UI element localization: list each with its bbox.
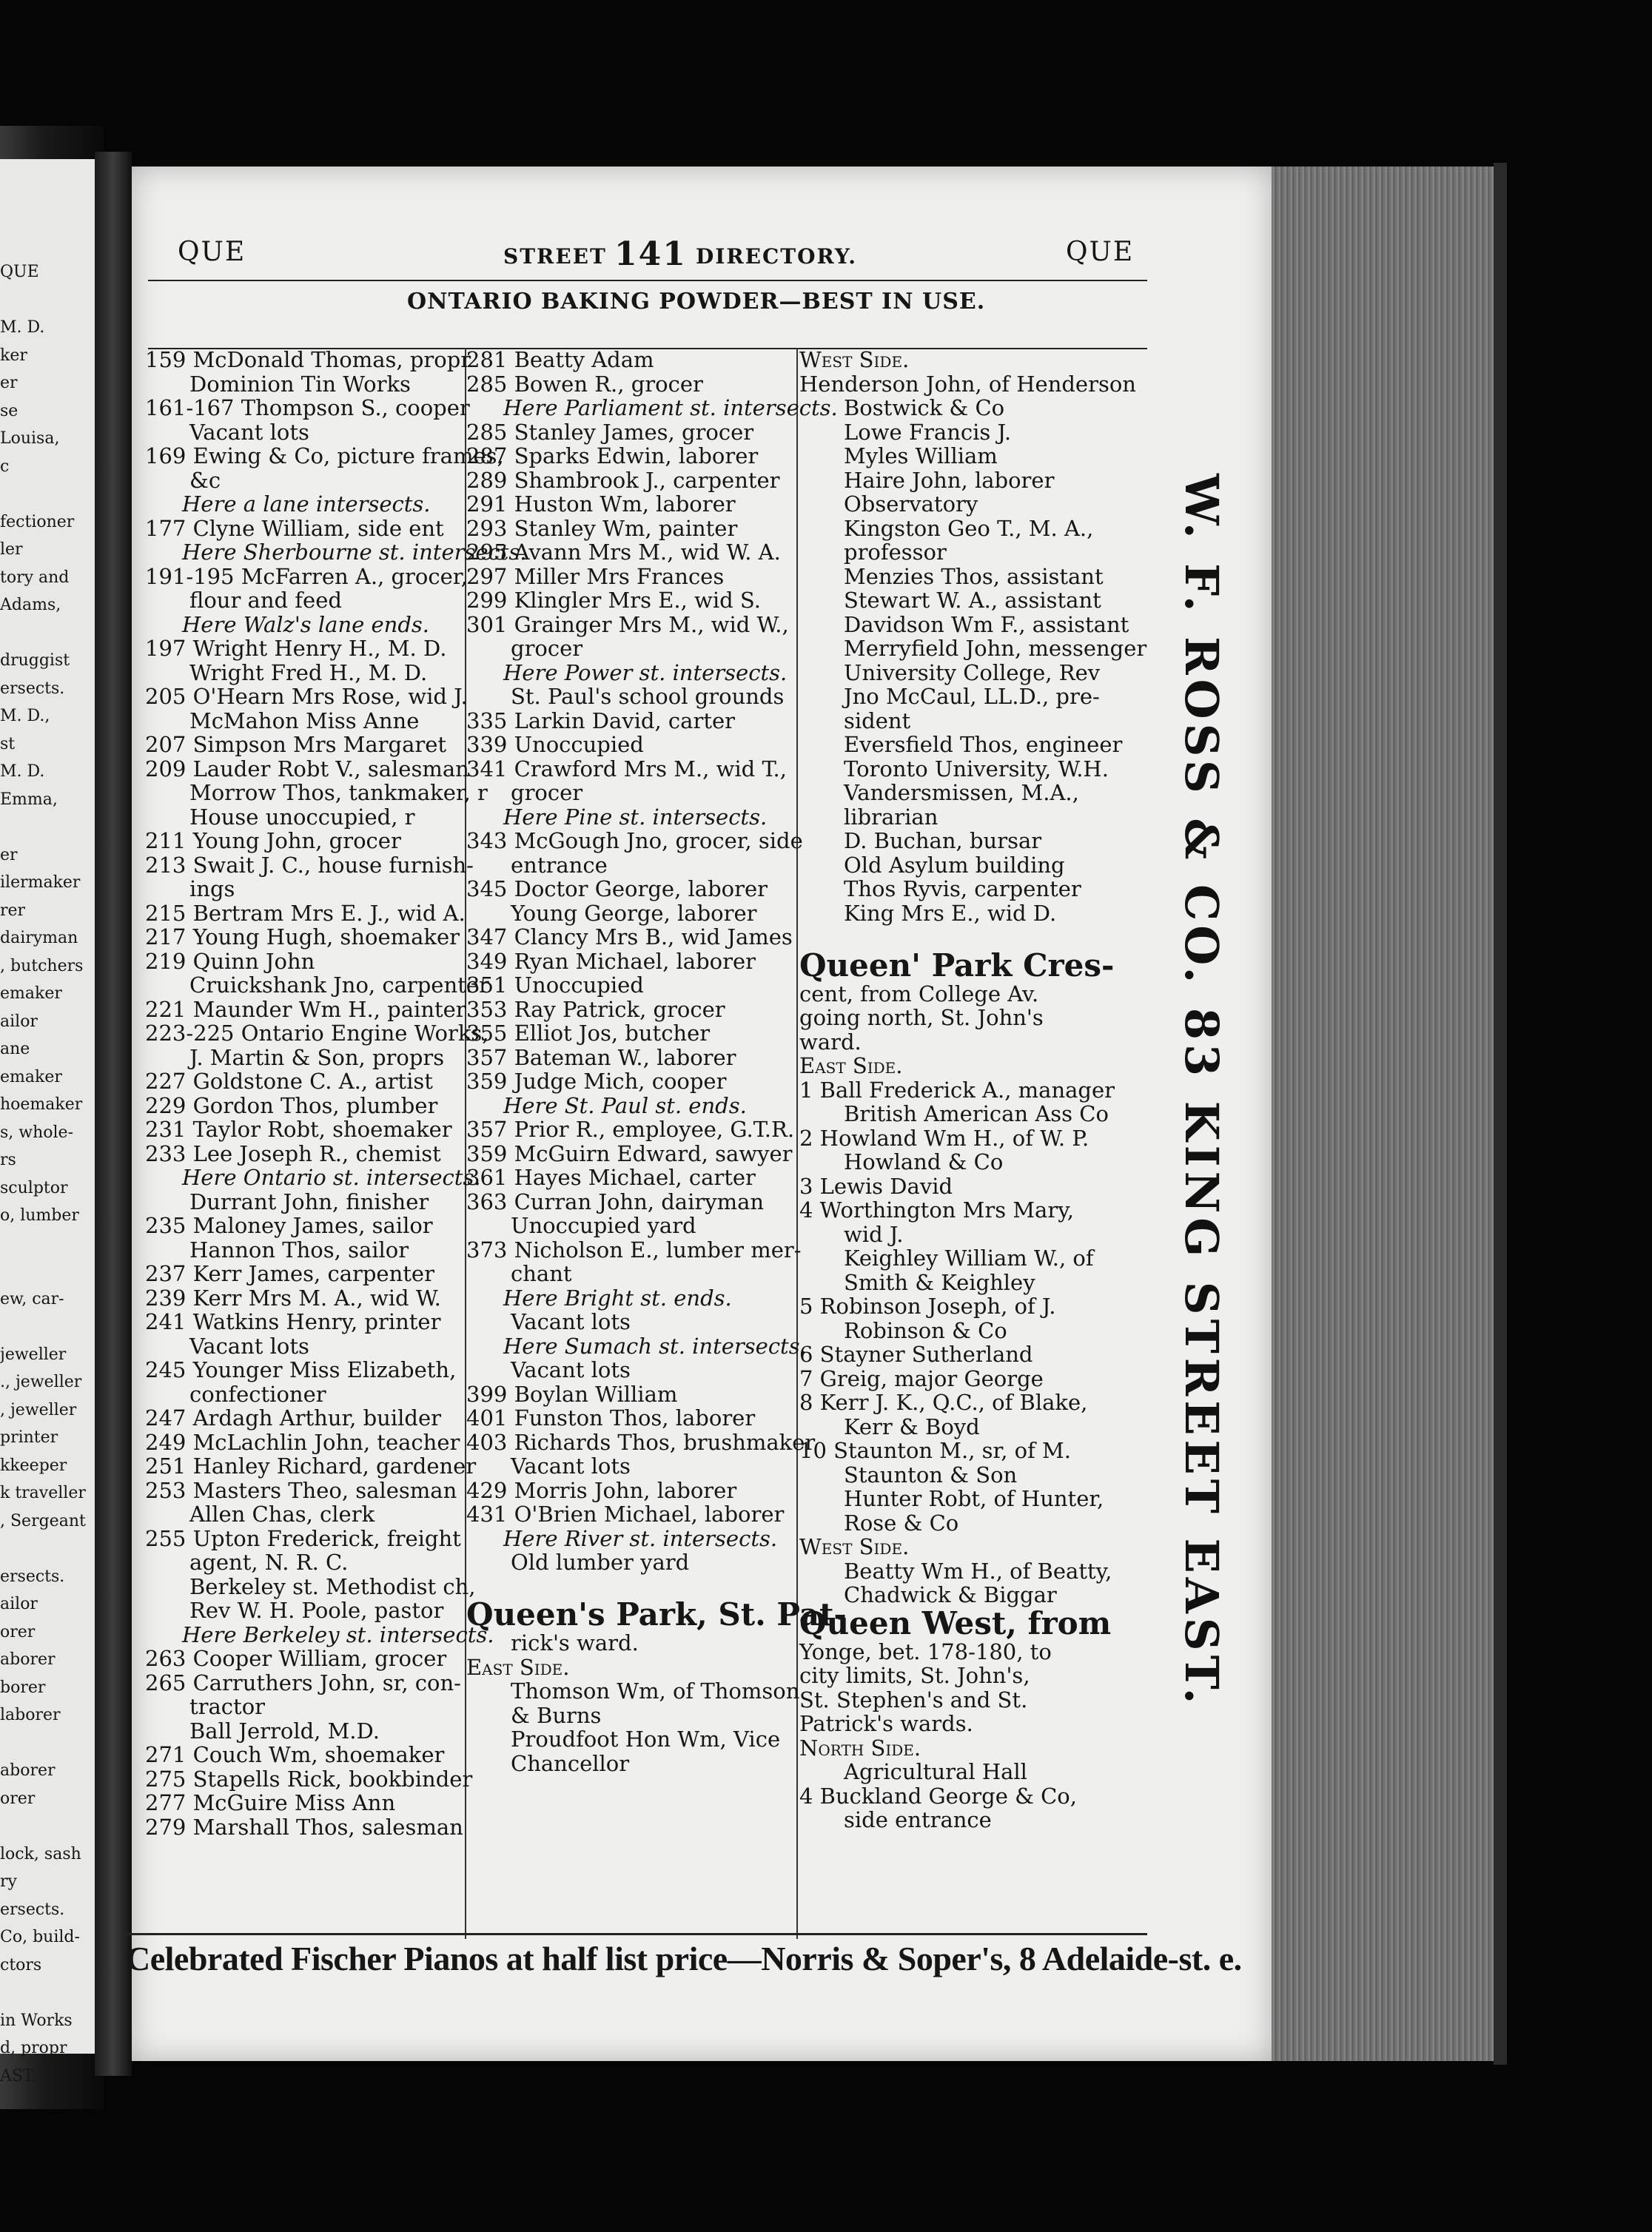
prev-page-line: c	[0, 457, 10, 476]
directory-entry: Here Berkeley st. intersects.	[182, 1621, 494, 1647]
directory-entry: 263 Cooper William, grocer	[145, 1646, 447, 1671]
directory-entry: 285 Stanley James, grocer	[466, 419, 754, 445]
directory-entry: 355 Elliot Jos, butcher	[466, 1021, 711, 1046]
directory-entry: &c	[189, 467, 221, 493]
directory-entry: 363 Curran John, dairyman	[466, 1189, 765, 1214]
directory-entry: McMahon Miss Anne	[189, 707, 420, 733]
prev-page-line: d, propr	[0, 2039, 67, 2057]
directory-entry: agent, N. R. C.	[189, 1550, 349, 1575]
ad-banner-top: ONTARIO BAKING POWDER—BEST IN USE.	[407, 289, 986, 315]
prev-page-line: o, lumber	[0, 1206, 79, 1225]
directory-entry: Here a lane intersects.	[182, 491, 431, 517]
directory-entry: cent, from College Av.	[799, 981, 1039, 1006]
prev-page-line: ctors	[0, 1955, 42, 1974]
directory-entry: Ball Jerrold, M.D.	[189, 1718, 380, 1744]
directory-entry: 191-195 McFarren A., grocer,	[145, 563, 468, 589]
directory-entry: 10 Staunton M., sr, of M.	[799, 1438, 1071, 1463]
directory-entry: Vacant lots	[189, 419, 309, 445]
prev-page-line: laborer	[0, 1706, 61, 1724]
directory-entry: Chancellor	[511, 1750, 630, 1776]
directory-entry: West Side.	[799, 347, 910, 372]
directory-entry	[799, 925, 1155, 949]
prev-page-line: druggist	[0, 651, 70, 670]
prev-page-line: Emma,	[0, 790, 58, 809]
directory-entry: Old Asylum building	[844, 852, 1065, 878]
prev-page-line: M. D.	[0, 318, 45, 337]
prev-page-line: M. D.,	[0, 707, 50, 725]
directory-entry: 1 Ball Frederick A., manager	[799, 1077, 1115, 1103]
directory-entry: Patrick's wards.	[799, 1711, 973, 1736]
directory-entry: Here Parliament st. intersects.	[503, 395, 838, 420]
directory-entry: 301 Grainger Mrs M., wid W.,	[466, 611, 789, 637]
directory-entry: going north, St. John's	[799, 1005, 1044, 1030]
directory-entry: Eversfield Thos, engineer	[844, 732, 1123, 757]
directory-entry: 339 Unoccupied	[466, 732, 644, 757]
directory-entry: 265 Carruthers John, sr, con-	[145, 1670, 461, 1695]
directory-entry: British American Ass Co	[844, 1101, 1109, 1126]
directory-entry: chant	[511, 1261, 572, 1286]
directory-entry: North Side.	[799, 1735, 921, 1761]
directory-entry: 297 Miller Mrs Frances	[466, 563, 725, 589]
directory-entry: Here St. Paul st. ends.	[503, 1092, 747, 1118]
directory-entry: 341 Crawford Mrs M., wid T.,	[466, 756, 787, 781]
directory-entry: Allen Chas, clerk	[189, 1502, 375, 1527]
directory-entry: 4 Worthington Mrs Mary,	[799, 1197, 1074, 1223]
directory-entry: 249 McLachlin John, teacher	[145, 1429, 460, 1455]
directory-entry: 209 Lauder Robt V., salesman	[145, 756, 469, 781]
directory-entry: Myles William	[844, 443, 998, 468]
page-number: 141	[614, 235, 687, 273]
directory-entry: 353 Ray Patrick, grocer	[466, 996, 725, 1022]
directory-column-2	[466, 347, 847, 1776]
directory-entry: Proudfoot Hon Wm, Vice	[511, 1727, 781, 1752]
prev-page-line: er	[0, 845, 18, 864]
directory-entry: Toronto University, W.H.	[844, 756, 1109, 781]
directory-entry: 4 Buckland George & Co,	[799, 1783, 1077, 1809]
prev-page-line: M. D.	[0, 762, 45, 781]
directory-entry: Berkeley st. Methodist ch,	[189, 1573, 476, 1599]
prev-page-line: sculptor	[0, 1178, 68, 1197]
directory-entry: University College, Rev	[844, 659, 1101, 685]
directory-entry: 253 Masters Theo, salesman	[145, 1477, 457, 1503]
directory-entry: 359 McGuirn Edward, sawyer	[466, 1140, 793, 1166]
directory-entry: Here River st. intersects.	[503, 1525, 778, 1551]
directory-entry: 349 Ryan Michael, laborer	[466, 948, 756, 974]
directory-entry: 289 Shambrook J., carpenter	[466, 467, 780, 493]
directory-entry: 217 Young Hugh, shoemaker	[145, 924, 460, 949]
directory-entry: Jno McCaul, LL.D., pre-	[844, 684, 1100, 709]
directory-entry: House unoccupied, r	[189, 804, 415, 830]
directory-entry: Here Walz's lane ends.	[182, 611, 430, 637]
directory-entry: 431 O'Brien Michael, laborer	[466, 1502, 785, 1527]
directory-entry: Merryfield John, messenger	[844, 636, 1147, 661]
directory-entry: St. Paul's school grounds	[511, 684, 785, 709]
side-advertisement: W. F. ROSS & CO. 83 KING STREET EAST.	[1175, 474, 1229, 1709]
directory-column-3	[799, 348, 1155, 1832]
directory-entry: Vacant lots	[511, 1309, 631, 1334]
prev-page-line: ry	[0, 1872, 17, 1891]
directory-entry: 277 McGuire Miss Ann	[145, 1790, 396, 1815]
directory-entry: 219 Quinn John	[145, 948, 315, 974]
directory-entry: 213 Swait J. C., house furnish-	[145, 852, 474, 878]
directory-entry: 401 Funston Thos, laborer	[466, 1405, 756, 1431]
directory-entry: professor	[844, 539, 947, 565]
prev-page-line: jeweller	[0, 1345, 67, 1364]
directory-entry: 343 McGough Jno, grocer, side	[466, 828, 803, 853]
directory-entry: 359 Judge Mich, cooper	[466, 1069, 727, 1094]
prev-page-line: s, whole-	[0, 1123, 74, 1142]
directory-entry: 233 Lee Joseph R., chemist	[145, 1140, 441, 1166]
ad-footer: Celebrated Fischer Pianos at half list price—Norris & Soper's, 8 Adelaide-st. e.	[126, 1940, 1242, 1977]
directory-entry: entrance	[511, 852, 608, 878]
directory-entry: J. Martin & Son, proprs	[189, 1044, 445, 1070]
prev-page-line: QUE	[0, 263, 39, 281]
directory-entry: librarian	[844, 804, 939, 830]
prev-page-line: orer	[0, 1789, 36, 1808]
directory-entry: King Mrs E., wid D.	[844, 900, 1057, 926]
prev-page-line: printer	[0, 1428, 58, 1447]
prev-page-line: tory and	[0, 568, 70, 587]
directory-entry: Queen' Park Cres-	[799, 947, 1115, 984]
directory-entry: confectioner	[189, 1381, 326, 1407]
directory-entry: Yonge, bet. 178-180, to	[799, 1638, 1052, 1664]
directory-entry: flour and feed	[189, 588, 342, 613]
previous-page-fragment	[0, 159, 95, 2085]
prev-page-line: rer	[0, 901, 26, 920]
directory-entry: rick's ward.	[511, 1630, 639, 1655]
directory-entry: Beatty Wm H., of Beatty,	[844, 1558, 1112, 1584]
directory-entry: 223-225 Ontario Engine Works,	[145, 1021, 489, 1046]
prev-page-line: ., jeweller	[0, 1373, 82, 1391]
directory-entry: Hunter Robt, of Hunter,	[844, 1486, 1104, 1511]
directory-entry: 403 Richards Thos, brushmaker	[466, 1429, 816, 1455]
prev-page-line: ersects.	[0, 679, 65, 698]
directory-entry: 345 Doctor George, laborer	[466, 876, 768, 901]
directory-entry: Keighley William W., of	[844, 1246, 1094, 1271]
directory-entry: 197 Wright Henry H., M. D.	[145, 636, 447, 661]
prev-page-line: orer	[0, 1622, 36, 1641]
prev-page-line: in Works	[0, 2011, 73, 2030]
directory-entry: Kerr & Boyd	[844, 1414, 980, 1439]
prev-page-line: emaker	[0, 1067, 62, 1086]
directory-entry	[466, 1575, 799, 1599]
directory-entry: Durrant John, finisher	[189, 1189, 429, 1214]
prev-page-line: , Sergeant	[0, 1511, 86, 1530]
directory-entry: tractor	[189, 1694, 266, 1719]
directory-entry: Hannon Thos, sailor	[189, 1237, 409, 1263]
prev-page-line: er	[0, 374, 18, 392]
directory-entry: 373 Nicholson E., lumber mer-	[466, 1237, 802, 1263]
directory-entry: West Side.	[799, 1534, 910, 1559]
directory-entry: Vacant lots	[511, 1453, 631, 1479]
prev-page-line: Adams,	[0, 596, 61, 614]
directory-entry: 347 Clancy Mrs B., wid James	[466, 924, 793, 949]
directory-entry: 293 Stanley Wm, painter	[466, 515, 738, 541]
prev-page-line: ilermaker	[0, 873, 81, 892]
prev-page-line: hoemaker	[0, 1095, 83, 1114]
directory-entry: Agricultural Hall	[844, 1759, 1027, 1784]
directory-entry: 6 Stayner Sutherland	[799, 1342, 1033, 1367]
prev-page-line: ersects.	[0, 1567, 65, 1586]
directory-entry: 211 Young John, grocer	[145, 828, 401, 853]
directory-entry: Kingston Geo T., M. A.,	[844, 515, 1094, 541]
directory-entry: Here Power st. intersects.	[503, 659, 788, 685]
directory-entry: Henderson John, of Henderson	[799, 371, 1136, 397]
directory-entry: Wright Fred H., M. D.	[189, 659, 428, 685]
prev-page-line: lock, sash	[0, 1844, 81, 1863]
directory-entry: Thos Ryvis, carpenter	[844, 876, 1081, 901]
directory-entry: Here Bright st. ends.	[503, 1285, 732, 1311]
directory-entry: 239 Kerr Mrs M. A., wid W.	[145, 1285, 441, 1311]
header-right-keyword: QUE	[1066, 237, 1135, 267]
directory-entry: Robinson & Co	[844, 1317, 1007, 1343]
header-street: STREET	[503, 244, 607, 269]
directory-entry: Stewart W. A., assistant	[844, 588, 1101, 613]
directory-entry: sident	[844, 707, 911, 733]
prev-page-line: borer	[0, 1678, 46, 1697]
directory-entry: 245 Younger Miss Elizabeth,	[145, 1357, 457, 1382]
directory-entry: Lowe Francis J.	[844, 419, 1012, 445]
directory-entry: 247 Ardagh Arthur, builder	[145, 1405, 441, 1431]
directory-entry: 5 Robinson Joseph, of J.	[799, 1294, 1056, 1319]
prev-page-line: k traveller	[0, 1484, 86, 1502]
directory-entry: 241 Watkins Henry, printer	[145, 1309, 441, 1334]
prev-page-line: rs	[0, 1151, 16, 1169]
directory-entry: 279 Marshall Thos, salesman	[145, 1814, 463, 1840]
footer-rule	[126, 1933, 1147, 1935]
directory-entry: East Side.	[466, 1654, 570, 1680]
prev-page-line: ersects.	[0, 1900, 65, 1919]
directory-entry: 3 Lewis David	[799, 1173, 953, 1199]
directory-entry: Davidson Wm F., assistant	[844, 611, 1129, 637]
directory-entry: grocer	[511, 636, 583, 661]
directory-entry: wid J.	[844, 1221, 904, 1247]
directory-entry: Young George, laborer	[511, 900, 757, 926]
directory-entry: East Side.	[799, 1053, 903, 1078]
directory-entry: Howland & Co	[844, 1149, 1004, 1174]
prev-page-line: Co, build-	[0, 1928, 80, 1946]
directory-entry: 287 Sparks Edwin, laborer	[466, 443, 759, 468]
directory-entry: 357 Prior R., employee, G.T.R.	[466, 1117, 795, 1142]
directory-entry: Cruickshank Jno, carpenter	[189, 972, 489, 998]
directory-entry: ward.	[799, 1029, 862, 1055]
directory-entry: Observatory	[844, 491, 978, 517]
header-rule	[148, 280, 1147, 281]
directory-entry: Queen's Park, St. Pat-	[466, 1596, 847, 1633]
directory-entry: St. Stephen's and St.	[799, 1687, 1028, 1712]
directory-entry: 169 Ewing & Co, picture frames,	[145, 443, 504, 468]
prev-page-line: aborer	[0, 1650, 56, 1669]
directory-entry: 271 Couch Wm, shoemaker	[145, 1742, 445, 1767]
directory-entry: Old lumber yard	[511, 1550, 690, 1575]
header-left-keyword: QUE	[178, 237, 246, 267]
directory-entry: 8 Kerr J. K., Q.C., of Blake,	[799, 1390, 1088, 1415]
directory-entry: 7 Greig, major George	[799, 1365, 1044, 1391]
prev-page-line: , jeweller	[0, 1400, 77, 1419]
directory-entry: 291 Huston Wm, laborer	[466, 491, 736, 517]
directory-entry: 351 Unoccupied	[466, 972, 644, 998]
directory-entry: Dominion Tin Works	[189, 371, 411, 397]
prev-page-line: ew, car-	[0, 1289, 64, 1308]
directory-entry: Morrow Thos, tankmaker, r	[189, 780, 488, 805]
directory-entry: Here Ontario st. intersects.	[182, 1165, 481, 1190]
directory-entry: Rose & Co	[844, 1510, 959, 1536]
directory-entry: city limits, St. John's,	[799, 1663, 1030, 1688]
directory-entry: side entrance	[844, 1807, 992, 1832]
prev-page-line: se	[0, 401, 19, 420]
directory-entry: 221 Maunder Wm H., painter	[145, 996, 466, 1022]
directory-entry: Here Pine st. intersects.	[503, 804, 768, 830]
directory-entry: 335 Larkin David, carter	[466, 707, 735, 733]
directory-entry: Staunton & Son	[844, 1462, 1018, 1488]
directory-entry: D. Buchan, bursar	[844, 828, 1042, 853]
directory-entry: ings	[189, 876, 235, 901]
directory-entry: 285 Bowen R., grocer	[466, 371, 703, 397]
directory-entry: Vacant lots	[511, 1357, 631, 1382]
directory-entry: 207 Simpson Mrs Margaret	[145, 732, 447, 757]
directory-entry: 161-167 Thompson S., cooper	[145, 395, 470, 420]
prev-page-line: kkeeper	[0, 1456, 67, 1475]
prev-page-line: emaker	[0, 984, 62, 1003]
directory-entry: 251 Hanley Richard, gardener	[145, 1453, 477, 1479]
directory-entry: grocer	[511, 780, 583, 805]
directory-entry: 399 Boylan William	[466, 1381, 678, 1407]
directory-entry: 177 Clyne William, side ent	[145, 515, 444, 541]
directory-entry: Haire John, laborer	[844, 467, 1055, 493]
prev-page-line: st	[0, 734, 16, 753]
directory-entry: Smith & Keighley	[844, 1269, 1035, 1295]
directory-entry: 235 Maloney James, sailor	[145, 1213, 433, 1238]
prev-page-line: aborer	[0, 1761, 56, 1780]
directory-entry: 237 Kerr James, carpenter	[145, 1261, 434, 1286]
prev-page-line: ker	[0, 346, 27, 365]
directory-entry: 281 Beatty Adam	[466, 347, 654, 372]
directory-entry: 159 McDonald Thomas, propr	[145, 347, 471, 372]
directory-entry: Bostwick & Co	[844, 395, 1005, 420]
directory-entry: 429 Morris John, laborer	[466, 1477, 737, 1503]
directory-entry: 255 Upton Frederick, freight	[145, 1525, 461, 1551]
page-edges	[1272, 167, 1494, 2061]
directory-entry: & Burns	[511, 1702, 602, 1728]
prev-page-line: ailor	[0, 1595, 38, 1613]
directory-entry: 215 Bertram Mrs E. J., wid A.	[145, 900, 466, 926]
directory-entry: Menzies Thos, assistant	[844, 563, 1104, 589]
book-cover-edge	[1494, 163, 1507, 2065]
prev-page-line: Louisa,	[0, 429, 60, 448]
directory-entry: 357 Bateman W., laborer	[466, 1044, 736, 1070]
directory-entry: Vandersmissen, M.A.,	[844, 780, 1079, 805]
prev-page-line: AST.	[0, 2066, 37, 2085]
prev-page-line: ler	[0, 540, 23, 559]
directory-entry: Here Sumach st. intersects.	[503, 1333, 807, 1359]
directory-entry: 227 Goldstone C. A., artist	[145, 1069, 433, 1094]
directory-entry: 229 Gordon Thos, plumber	[145, 1092, 438, 1118]
prev-page-line: , butchers	[0, 956, 84, 975]
directory-entry: Chadwick & Biggar	[844, 1582, 1057, 1607]
directory-entry: Vacant lots	[189, 1333, 309, 1359]
directory-entry: Thomson Wm, of Thomson	[511, 1678, 800, 1704]
directory-entry: 299 Klingler Mrs E., wid S.	[466, 588, 761, 613]
directory-entry: 361 Hayes Michael, carter	[466, 1165, 756, 1190]
header-directory: DIRECTORY.	[696, 244, 858, 269]
directory-entry: 295 Avann Mrs M., wid W. A.	[466, 539, 781, 565]
directory-entry: 231 Taylor Robt, shoemaker	[145, 1117, 452, 1142]
prev-page-line: ailor	[0, 1012, 38, 1031]
directory-entry: Queen West, from	[799, 1604, 1112, 1641]
directory-entry: 2 Howland Wm H., of W. P.	[799, 1125, 1089, 1151]
prev-page-line: ane	[0, 1040, 30, 1058]
prev-page-line: fectioner	[0, 512, 75, 531]
prev-page-line: dairyman	[0, 929, 78, 947]
book-gutter	[95, 152, 132, 2076]
directory-entry: 275 Stapells Rick, bookbinder	[145, 1766, 473, 1792]
directory-entry: 205 O'Hearn Mrs Rose, wid J.	[145, 684, 468, 709]
directory-entry: Rev W. H. Poole, pastor	[189, 1598, 444, 1623]
directory-entry: Here Sherbourne st. intersects.	[182, 539, 527, 565]
directory-entry: Unoccupied yard	[511, 1213, 696, 1238]
